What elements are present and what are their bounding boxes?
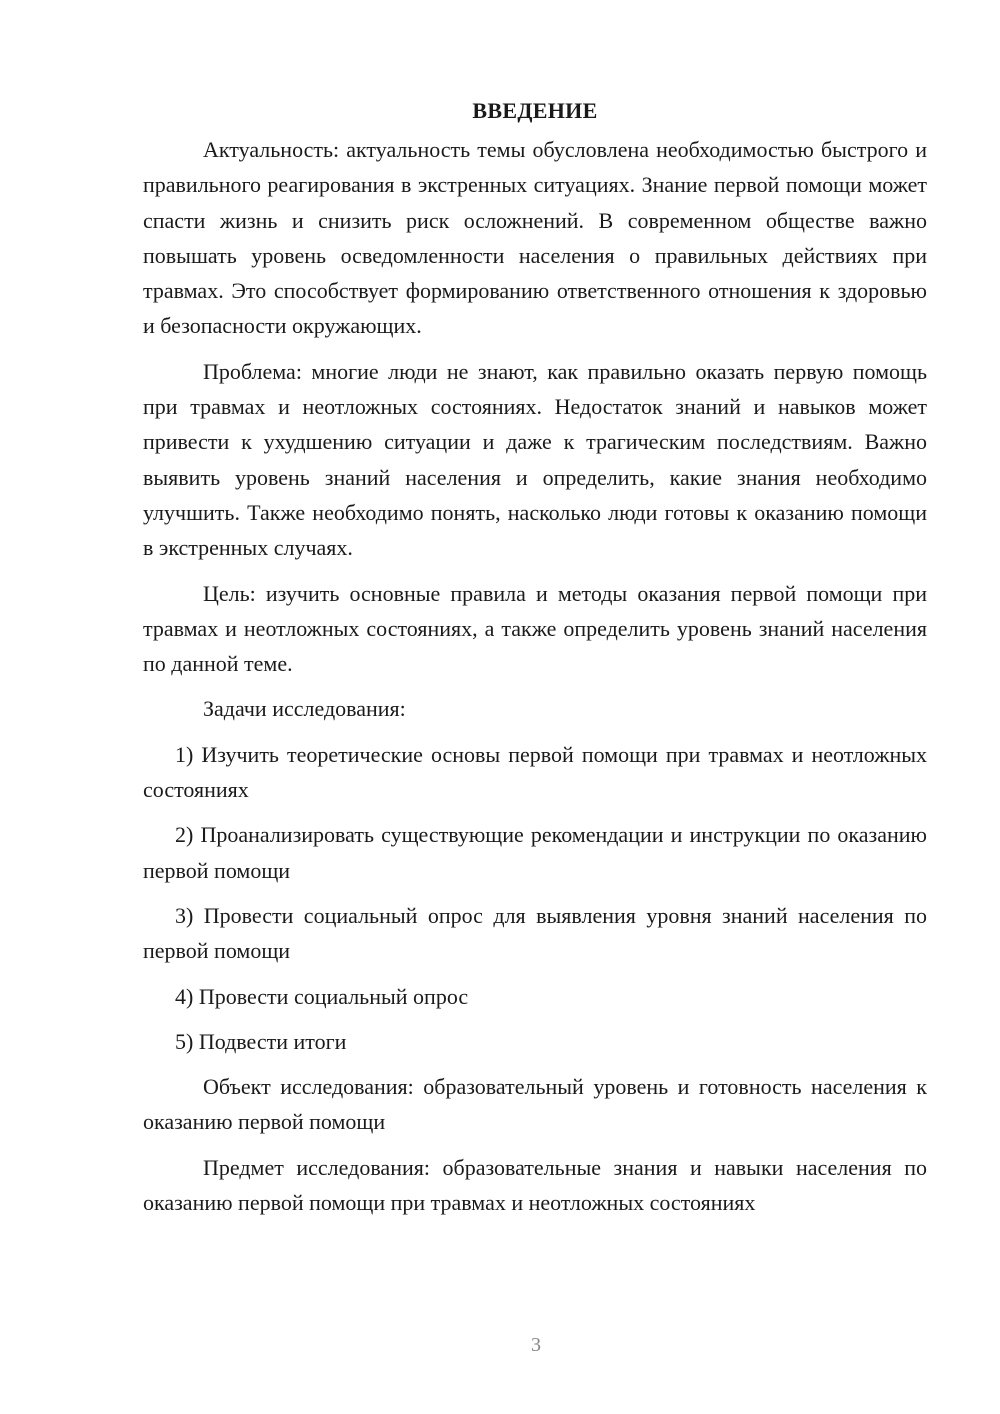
paragraph-goal: Цель: изучить основные правила и методы оказания первой помощи при травмах и неотложных состояниях, а также определить уровень знаний населения по данной теме. <box>143 580 927 677</box>
paragraph-problem: Проблема: многие люди не знают, как правильно оказать первую помощь при травмах и неотложных состояниях. Недостаток знаний и навыков может привести к ухудшению ситуации и даже к трагическим последствиям. Важно выявить уровень знаний населения и определить, какие знания необходимо улучшить. Также необходимо понять, насколько люди готовы к оказанию помощи в экстренных случаях. <box>143 358 927 561</box>
paragraph-object: Объект исследования: образовательный уровень и готовность населения к оказанию первой помощи <box>143 1074 927 1135</box>
task-item: 5) Подвести итоги <box>175 1028 347 1054</box>
task-item: 2) Проанализировать существующие рекомендации и инструкции по оказанию первой помощи <box>143 822 927 883</box>
paragraph-relevance: Актуальность: актуальность темы обусловлена необходимостью быстрого и правильного реагирования в экстренных ситуациях. Знание первой помощи может спасти жизнь и снизить риск осложнений. В современном обществе важно повышать уровень осведомленности населения о правильных действиях при травмах. Это способствует формированию ответственного отношения к здоровью и безопасности окружающих. <box>143 137 927 339</box>
task-item: 3) Провести социальный опрос для выявления уровня знаний населения по первой помощи <box>143 902 927 964</box>
page-number: 3 <box>531 1334 541 1356</box>
tasks-heading: Задачи исследования: <box>203 696 406 722</box>
page-title: ВВЕДЕНИЕ <box>472 98 598 123</box>
page-content <box>143 96 927 1230</box>
task-item: 4) Провести социальный опрос <box>175 983 469 1009</box>
paragraph-subject: Предмет исследования: образовательные знания и навыки населения по оказанию первой помощи при травмах и неотложных состояниях <box>143 1154 927 1216</box>
task-item: 1) Изучить теоретические основы первой помощи при травмах и неотложных состояниях <box>143 741 927 803</box>
